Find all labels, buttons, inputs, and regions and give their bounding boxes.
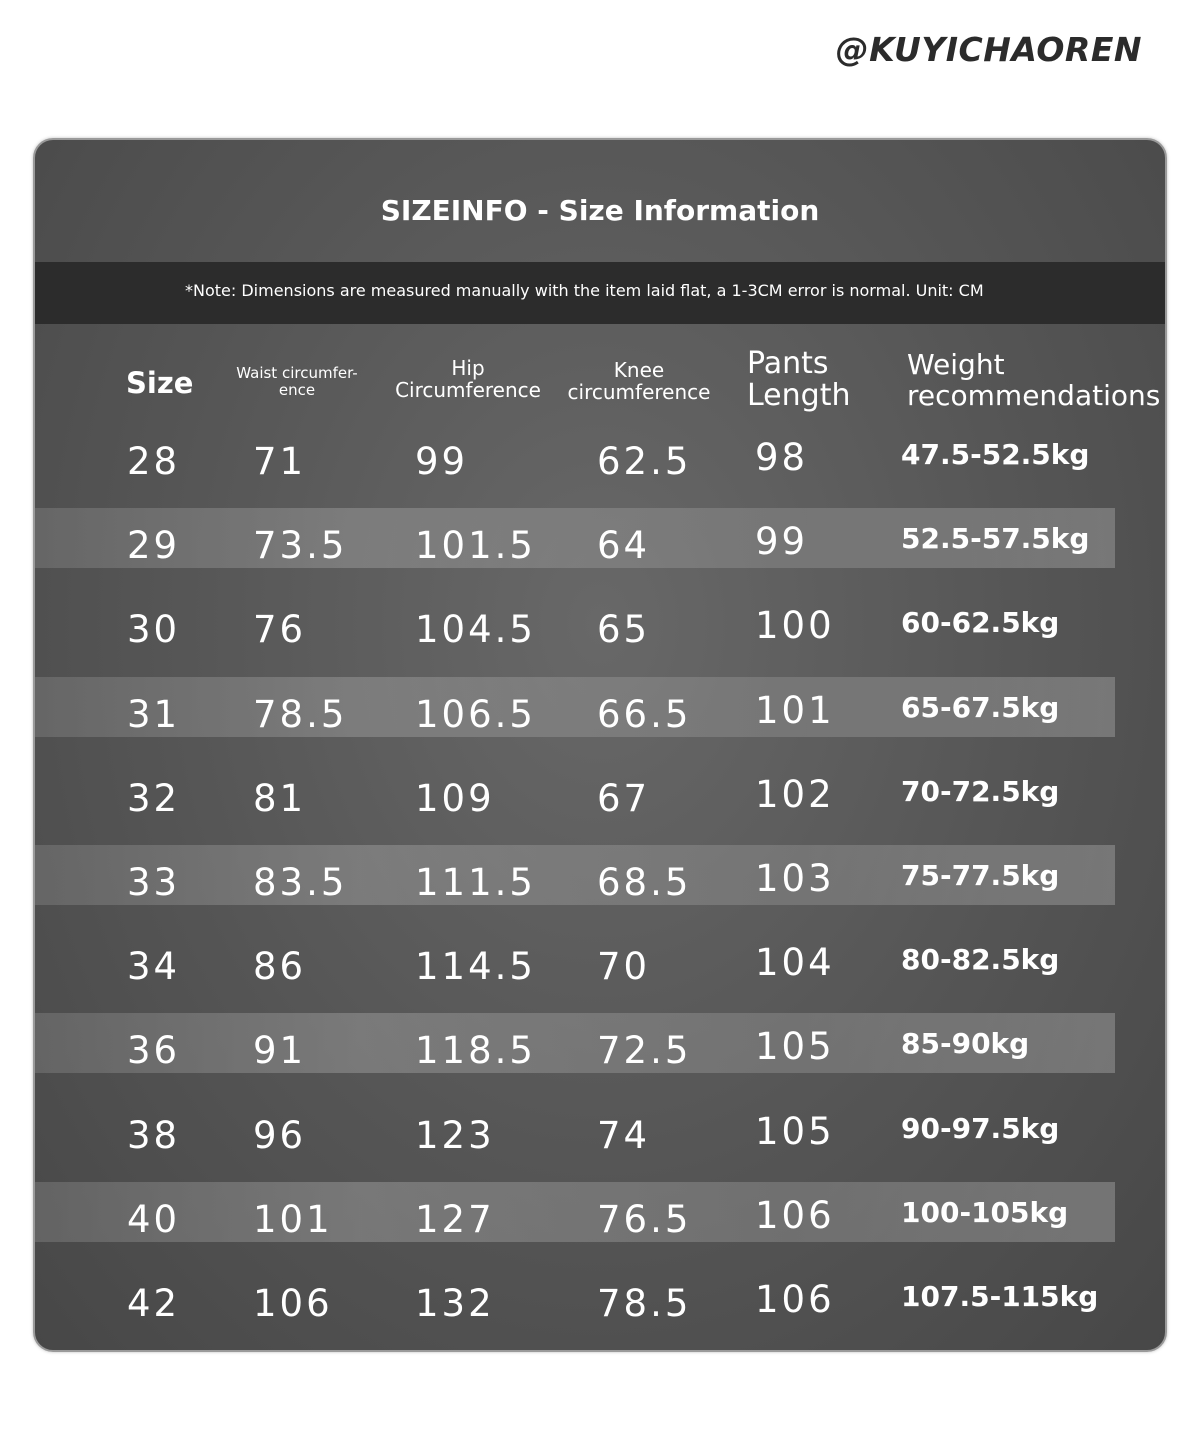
cell-weight: 52.5-57.5kg	[901, 522, 1090, 556]
cell-length: 103	[755, 857, 835, 900]
header-length-line2: Length	[747, 378, 851, 414]
cell-waist: 96	[253, 1113, 307, 1157]
cell-waist: 81	[253, 776, 307, 820]
cell-hip: 99	[415, 440, 469, 483]
cell-size: 38	[127, 1113, 181, 1157]
cell-size: 42	[127, 1282, 181, 1325]
cell-size: 28	[127, 440, 181, 483]
header-waist-line1: Waist circumfer-	[236, 364, 358, 382]
header-knee-line1: Knee	[613, 358, 665, 382]
cell-knee: 70	[597, 945, 651, 989]
cell-length: 104	[755, 941, 835, 985]
cell-size: 36	[127, 1029, 181, 1073]
cell-knee: 72.5	[597, 1029, 692, 1073]
cell-weight: 90-97.5kg	[901, 1111, 1060, 1145]
cell-size: 29	[127, 524, 181, 568]
table-row	[35, 1190, 1165, 1274]
header-hip	[389, 357, 547, 401]
cell-waist: 83.5	[253, 861, 348, 904]
cell-hip: 127	[415, 1197, 495, 1241]
cell-size: 40	[127, 1197, 181, 1241]
table-row	[35, 600, 1165, 684]
header-size: Size	[126, 366, 194, 400]
cell-waist: 76	[253, 608, 307, 652]
header-length-line1: Pants	[747, 346, 829, 381]
note-bar	[35, 262, 1165, 324]
cell-weight: 47.5-52.5kg	[901, 438, 1090, 471]
cell-length: 105	[755, 1109, 835, 1153]
cell-knee: 68.5	[597, 861, 692, 904]
table-row	[35, 1021, 1165, 1105]
measurement-note: *Note: Dimensions are measured manually with the item laid flat, a 1-3CM error is normal. Unit: CM	[185, 281, 984, 300]
header-pants-length	[747, 348, 850, 413]
cell-knee: 78.5	[597, 1282, 692, 1325]
cell-length: 106	[755, 1193, 835, 1237]
header-waist-line2: ence	[278, 380, 316, 399]
cell-length: 106	[755, 1278, 835, 1321]
table-row	[35, 432, 1165, 516]
cell-length: 102	[755, 772, 835, 816]
table-row	[35, 769, 1165, 853]
header-waist	[227, 365, 367, 398]
brand-watermark: @KUYICHAOREN	[835, 30, 1142, 69]
cell-weight: 75-77.5kg	[901, 859, 1060, 892]
cell-hip: 104.5	[415, 608, 536, 652]
cell-hip: 114.5	[415, 945, 536, 989]
cell-knee: 76.5	[597, 1197, 692, 1241]
cell-hip: 109	[415, 776, 495, 820]
table-row	[35, 685, 1165, 769]
header-hip-line2: Circumference	[395, 378, 541, 402]
header-weight-line1: Weight	[907, 348, 1005, 381]
cell-waist: 78.5	[253, 692, 348, 736]
header-weight	[907, 350, 1160, 412]
cell-length: 98	[755, 436, 809, 479]
cell-waist: 73.5	[253, 524, 348, 568]
cell-hip: 118.5	[415, 1029, 536, 1073]
cell-length: 101	[755, 688, 835, 732]
cell-weight: 60-62.5kg	[901, 606, 1060, 640]
cell-size: 30	[127, 608, 181, 652]
header-knee	[563, 359, 715, 403]
cell-knee: 74	[597, 1113, 651, 1157]
chart-title: SIZEINFO - Size Information	[380, 194, 820, 227]
cell-hip: 132	[415, 1282, 495, 1325]
cell-size: 31	[127, 692, 181, 736]
cell-knee: 67	[597, 776, 651, 820]
cell-knee: 65	[597, 608, 651, 652]
cell-length: 100	[755, 604, 835, 648]
cell-length: 99	[755, 520, 809, 564]
table-row	[35, 937, 1165, 1021]
cell-weight: 85-90kg	[901, 1027, 1030, 1061]
cell-weight: 65-67.5kg	[901, 690, 1060, 724]
cell-waist: 71	[253, 440, 307, 483]
cell-knee: 64	[597, 524, 651, 568]
cell-length: 105	[755, 1025, 835, 1069]
table-row	[35, 853, 1165, 937]
cell-waist: 101	[253, 1197, 333, 1241]
cell-hip: 111.5	[415, 861, 536, 904]
table-row	[35, 1274, 1165, 1352]
header-hip-line1: Hip	[451, 356, 485, 380]
cell-knee: 66.5	[597, 692, 692, 736]
cell-waist: 86	[253, 945, 307, 989]
cell-size: 33	[127, 861, 181, 904]
size-chart-card	[33, 138, 1167, 1352]
cell-size: 32	[127, 776, 181, 820]
cell-hip: 101.5	[415, 524, 536, 568]
cell-hip: 106.5	[415, 692, 536, 736]
cell-knee: 62.5	[597, 440, 692, 483]
cell-weight: 107.5-115kg	[901, 1280, 1099, 1313]
table-row	[35, 516, 1165, 600]
header-knee-line2: circumference	[567, 380, 711, 404]
cell-size: 34	[127, 945, 181, 989]
cell-hip: 123	[415, 1113, 495, 1157]
cell-waist: 91	[253, 1029, 307, 1073]
cell-waist: 106	[253, 1282, 333, 1325]
cell-weight: 70-72.5kg	[901, 774, 1060, 808]
cell-weight: 100-105kg	[901, 1195, 1069, 1229]
header-weight-line2: recommendations	[907, 378, 1161, 412]
table-row	[35, 1106, 1165, 1190]
cell-weight: 80-82.5kg	[901, 943, 1060, 977]
